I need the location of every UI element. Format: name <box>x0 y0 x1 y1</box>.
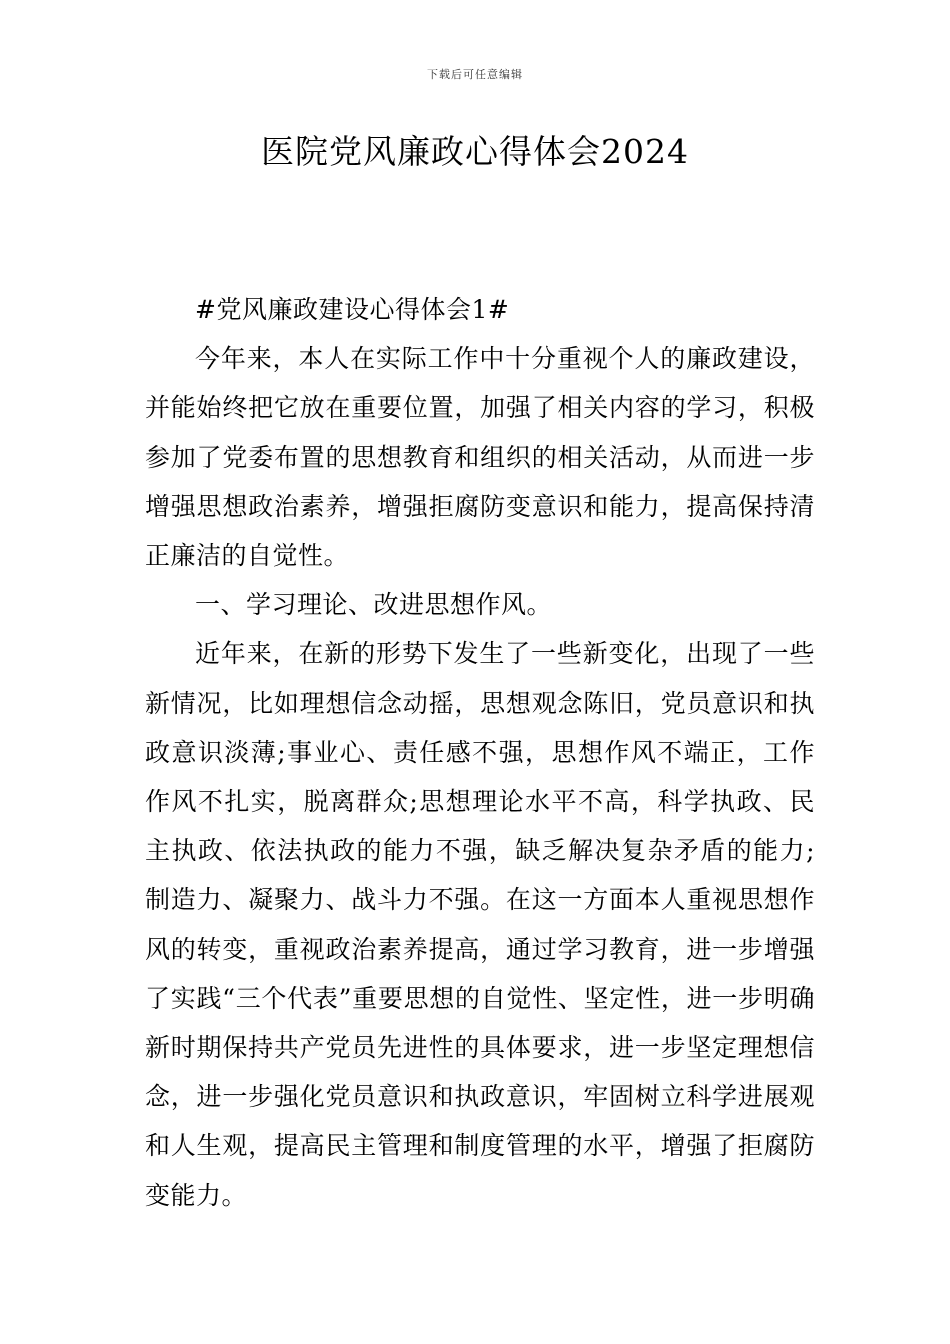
document-body <box>145 285 815 1220</box>
section-heading-2: 一、学习理论、改进思想作风。 <box>195 590 553 620</box>
paragraph-study: 近年来，在新的形势下发生了一些新变化，出现了一些新情况，比如理想信念动摇，思想观念陈旧，党员意识和执政意识淡薄;事业心、责任感不强，思想作风不端正，工作作风不扎实，脱离群众;思想理论水平不高，科学执政、民主执政、依法执政的能力不强，缺乏解决复杂矛盾的能力;制造力、凝聚力、战斗力不强。在这一方面本人重视思想作风的转变，重视政治素养提高，通过学习教育，进一步增强了实践“三个代表”重要思想的自觉性、坚定性，进一步明确新时期保持共产党员先进性的具体要求，进一步坚定理想信念，进一步强化党员意识和执政意识，牢固树立科学进展观和人生观，提高民主管理和制度管理的水平，增强了拒腐防变能力。 <box>145 639 815 1210</box>
header-note: 下载后可任意编辑 <box>427 68 523 81</box>
section-heading-1: #党风廉政建设心得体会1# <box>195 295 510 324</box>
document-title: 医院党风廉政心得体会2024 <box>261 132 689 171</box>
paragraph-intro: 今年来，本人在实际工作中十分重视个人的廉政建设，并能始终把它放在重要位置，加强了相关内容的学习，积极参加了党委布置的思想教育和组织的相关活动，从而进一步增强思想政治素养，增强拒腐防变意识和能力，提高保持清正廉洁的自觉性。 <box>145 344 815 571</box>
